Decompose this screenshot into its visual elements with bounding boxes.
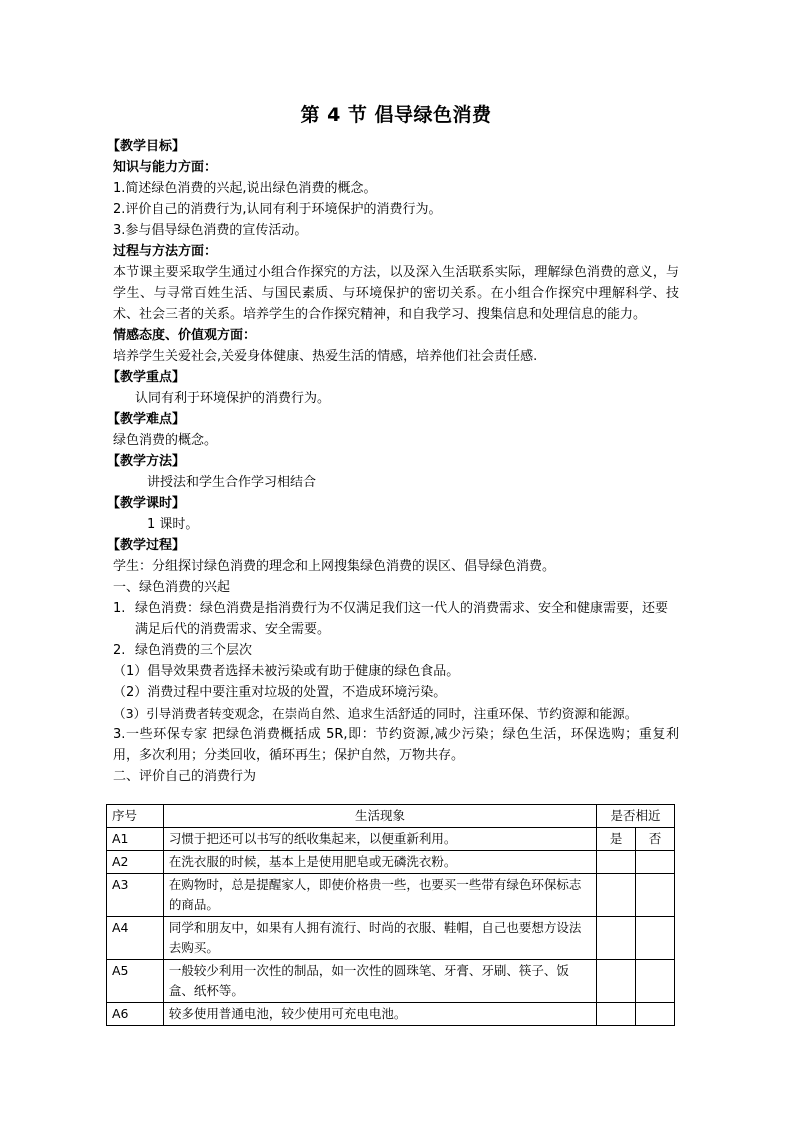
row-id: A2	[107, 851, 164, 874]
hours-text: 1 课时。	[147, 517, 199, 532]
row-text: 在洗衣服的时候，基本上是使用肥皂或无磷洗衣粉。	[163, 851, 596, 874]
row-id: A6	[107, 1003, 164, 1026]
table-row	[107, 917, 675, 960]
column-header-seq: 序号	[107, 805, 164, 828]
item-number: 2.	[113, 643, 126, 658]
column-header-match: 是否相近	[597, 805, 675, 828]
hours-header: 【教学课时】	[107, 496, 186, 511]
knowledge-header: 知识与能力方面：	[113, 160, 218, 175]
teaching-process-header: 【教学过程】	[107, 538, 186, 553]
knowledge-item: 3.参与倡导绿色消费的宣传活动。	[113, 223, 308, 238]
row-id: A4	[107, 917, 164, 960]
yes-cell[interactable]	[597, 874, 636, 917]
row-text: 在购物时，总是提醒家人，即使价格贵一些，也要买一些带有绿色环保标志的商品。	[163, 874, 596, 917]
page-title: 第 4 节 倡导绿色消费	[300, 104, 492, 126]
table-row	[107, 851, 675, 874]
process-intro: 学生：分组探讨绿色消费的理念和上网搜集绿色消费的误区、倡导绿色消费。	[113, 559, 556, 574]
section-heading: 二、评价自己的消费行为	[113, 769, 257, 784]
table-header-row	[107, 805, 675, 828]
no-cell[interactable]	[636, 1003, 675, 1026]
difficulty-text: 绿色消费的概念。	[113, 433, 218, 448]
row-id: A3	[107, 874, 164, 917]
difficulty-header: 【教学难点】	[107, 412, 186, 427]
numbered-item	[113, 598, 679, 640]
key-point-header: 【教学重点】	[107, 370, 186, 385]
emotion-text: 培养学生关爱社会,关爱身体健康、热爱生活的情感，培养他们社会责任感.	[113, 349, 538, 364]
no-cell[interactable]: 否	[636, 828, 675, 851]
section-heading: 一、绿色消费的兴起	[113, 580, 231, 595]
row-id: A5	[107, 960, 164, 1003]
sub-item: （1）倡导效果费者选择未被污染或有助于健康的绿色食品。	[113, 664, 460, 679]
knowledge-item: 1.简述绿色消费的兴起,说出绿色消费的概念。	[113, 181, 377, 196]
no-cell[interactable]	[636, 960, 675, 1003]
sub-item: （2）消费过程中要注重对垃圾的处置，不造成环境污染。	[113, 685, 447, 700]
yes-cell[interactable]	[597, 960, 636, 1003]
row-text: 较多使用普通电池，较少使用可充电电池。	[163, 1003, 596, 1026]
item-text: 绿色消费的三个层次	[135, 643, 253, 658]
knowledge-item: 2.评价自己的消费行为,认同有利于环境保护的消费行为。	[113, 202, 442, 217]
process-method-header: 过程与方法方面：	[113, 244, 218, 259]
row-id: A1	[107, 828, 164, 851]
no-cell[interactable]	[636, 874, 675, 917]
yes-cell[interactable]	[597, 851, 636, 874]
table-row	[107, 1003, 675, 1026]
emotion-header: 情感态度、价值观方面：	[113, 328, 257, 343]
table-row	[107, 960, 675, 1003]
document-body	[107, 102, 679, 787]
yes-cell[interactable]	[597, 917, 636, 960]
row-text: 一般较少利用一次性的制品，如一次性的圆珠笔、牙膏、牙刷、筷子、饭盒、纸杯等。	[163, 960, 596, 1003]
numbered-item	[113, 640, 679, 661]
process-method-text: 本节课主要采取学生通过小组合作探究的方法，以及深入生活联系实际，理解绿色消费的意义，与学生、与寻常百姓生活、与国民素质、与环境保护的密切关系。在小组合作探究中理解科学、技术、社会三者的关系。培养学生的合作探究精神，和自我学习、搜集信息和处理信息的能力。	[113, 265, 679, 322]
column-header-phenomenon: 生活现象	[163, 805, 596, 828]
item-number: 1.	[113, 601, 126, 616]
method-text: 讲授法和学生合作学习相结合	[147, 475, 317, 490]
evaluation-table	[106, 804, 675, 1026]
no-cell[interactable]	[636, 851, 675, 874]
key-point-text: 认同有利于环境保护的消费行为。	[135, 391, 331, 406]
table-row	[107, 874, 675, 917]
five-r-text: 3.一些环保专家 把绿色消费概括成 5R,即：节约资源,减少污染；绿色生活，环保选购；重复利用，多次利用；分类回收，循环再生；保护自然，万物共存。	[113, 727, 679, 763]
yes-cell[interactable]: 是	[597, 828, 636, 851]
sub-item: （3）引导消费者转变观念，在崇尚自然、追求生活舒适的同时，注重环保、节约资源和能源。	[113, 706, 638, 721]
row-text: 习惯于把还可以书写的纸收集起来，以便重新利用。	[163, 828, 596, 851]
no-cell[interactable]	[636, 917, 675, 960]
method-header: 【教学方法】	[107, 454, 186, 469]
table-row	[107, 828, 675, 851]
yes-cell[interactable]	[597, 1003, 636, 1026]
objectives-header: 【教学目标】	[107, 139, 186, 154]
item-text: 绿色消费：绿色消费是指消费行为不仅满足我们这一代人的消费需求、安全和健康需要，还要满足后代的消费需求、安全需要。	[135, 601, 669, 637]
row-text: 同学和朋友中，如果有人拥有流行、时尚的衣服、鞋帽，自己也要想方设法去购买。	[163, 917, 596, 960]
